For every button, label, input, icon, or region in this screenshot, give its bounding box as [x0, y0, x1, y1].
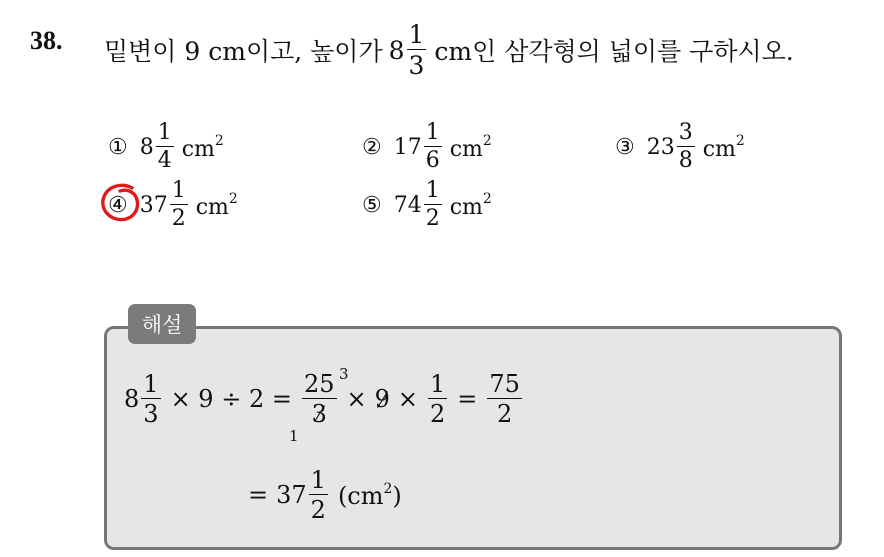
- choice-1[interactable]: [108, 122, 224, 172]
- solution-whole: 37: [276, 481, 307, 509]
- choice-whole: 17: [393, 134, 422, 160]
- solution-numerator: 1: [430, 370, 446, 398]
- answer-circle-mark: [98, 180, 148, 226]
- choice-marker: ④: [108, 192, 128, 218]
- solution-numerator: 75: [489, 370, 520, 398]
- choice-denominator: 6: [425, 148, 440, 173]
- solution-times: ×: [397, 385, 418, 413]
- question-text-before: 밑변이 9 cm이고, 높이가: [104, 37, 383, 66]
- solution-operation: × 9 ÷ 2 =: [170, 385, 292, 413]
- height-fraction: [407, 22, 427, 78]
- solution-fraction: [428, 372, 447, 426]
- choice-whole: 74: [393, 192, 422, 218]
- solution-label: 해설: [128, 304, 196, 344]
- solution-line-1: [124, 372, 524, 426]
- choice-numerator: 1: [425, 178, 440, 203]
- solution-fraction: [487, 372, 522, 426]
- choice-denominator: 2: [425, 206, 440, 231]
- choice-3[interactable]: [615, 122, 745, 172]
- solution-cancelled-nine: 9: [374, 385, 390, 413]
- solution-line-2: [248, 468, 402, 522]
- choice-numerator: 3: [678, 120, 693, 145]
- choice-fraction: [424, 122, 442, 172]
- choice-unit: $cm^2$: [195, 190, 238, 220]
- solution-denominator: 2: [310, 496, 326, 524]
- choice-fraction: [677, 122, 695, 172]
- choice-fraction: [156, 122, 174, 172]
- choice-unit: $cm^2$: [449, 132, 492, 162]
- solution-fraction: [141, 372, 160, 426]
- choice-whole: 23: [646, 134, 675, 160]
- choice-unit: $cm^2$: [449, 190, 492, 220]
- solution-box: [104, 326, 842, 550]
- choice-marker: ③: [615, 134, 635, 160]
- choice-value: [394, 122, 444, 172]
- choice-marker: ②: [362, 134, 382, 160]
- question-number: 38.: [30, 26, 63, 55]
- height-mixed-number: [389, 22, 429, 78]
- choice-2[interactable]: [362, 122, 492, 172]
- solution-result: [276, 468, 330, 522]
- question-text-after: cm인 삼각형의 넓이를 구하시오.: [434, 37, 794, 66]
- solution-times: ×: [346, 385, 367, 413]
- choice-whole: 8: [139, 134, 154, 160]
- solution-cancelled-denominator: 3: [311, 400, 327, 428]
- choice-numerator: 1: [157, 120, 172, 145]
- solution-unit: $(cm^2)$: [337, 480, 402, 510]
- solution-equals: =: [248, 481, 269, 509]
- solution-numerator: 1: [143, 370, 159, 398]
- choice-unit: $cm^2$: [181, 132, 224, 162]
- solution-fraction: [302, 372, 337, 426]
- height-denominator: 3: [408, 51, 425, 80]
- choice-fraction: [424, 180, 442, 230]
- choice-unit: $cm^2$: [702, 132, 745, 162]
- solution-denominator: 3: [143, 400, 159, 428]
- solution-equals: =: [457, 385, 478, 413]
- solution-mixed-number: [124, 372, 163, 426]
- choice-denominator: 4: [157, 148, 172, 173]
- choice-marker: ①: [108, 134, 128, 160]
- solution-numerator: 25: [303, 370, 335, 398]
- solution-fraction: [309, 468, 328, 522]
- solution-denominator: 2: [430, 400, 446, 428]
- height-numerator: 1: [408, 20, 425, 49]
- solution-whole: 8: [124, 385, 140, 413]
- choice-numerator: 1: [425, 120, 440, 145]
- choice-fraction: [170, 180, 188, 230]
- cancel-result-top: 3: [339, 365, 349, 383]
- choice-value: [647, 122, 697, 172]
- solution-denominator: 2: [497, 400, 513, 428]
- choice-value: [394, 180, 444, 230]
- cancel-result-bottom: 1: [289, 427, 299, 445]
- choice-denominator: 8: [678, 148, 693, 173]
- height-whole: 8: [388, 35, 405, 65]
- choice-5[interactable]: [362, 180, 492, 230]
- choice-value: [140, 122, 176, 172]
- choice-denominator: 2: [171, 206, 186, 231]
- question-text: [104, 22, 794, 78]
- choice-marker: ⑤: [362, 192, 382, 218]
- choice-whole: 37: [139, 192, 168, 218]
- choice-numerator: 1: [171, 178, 186, 203]
- solution-numerator: 1: [310, 466, 326, 494]
